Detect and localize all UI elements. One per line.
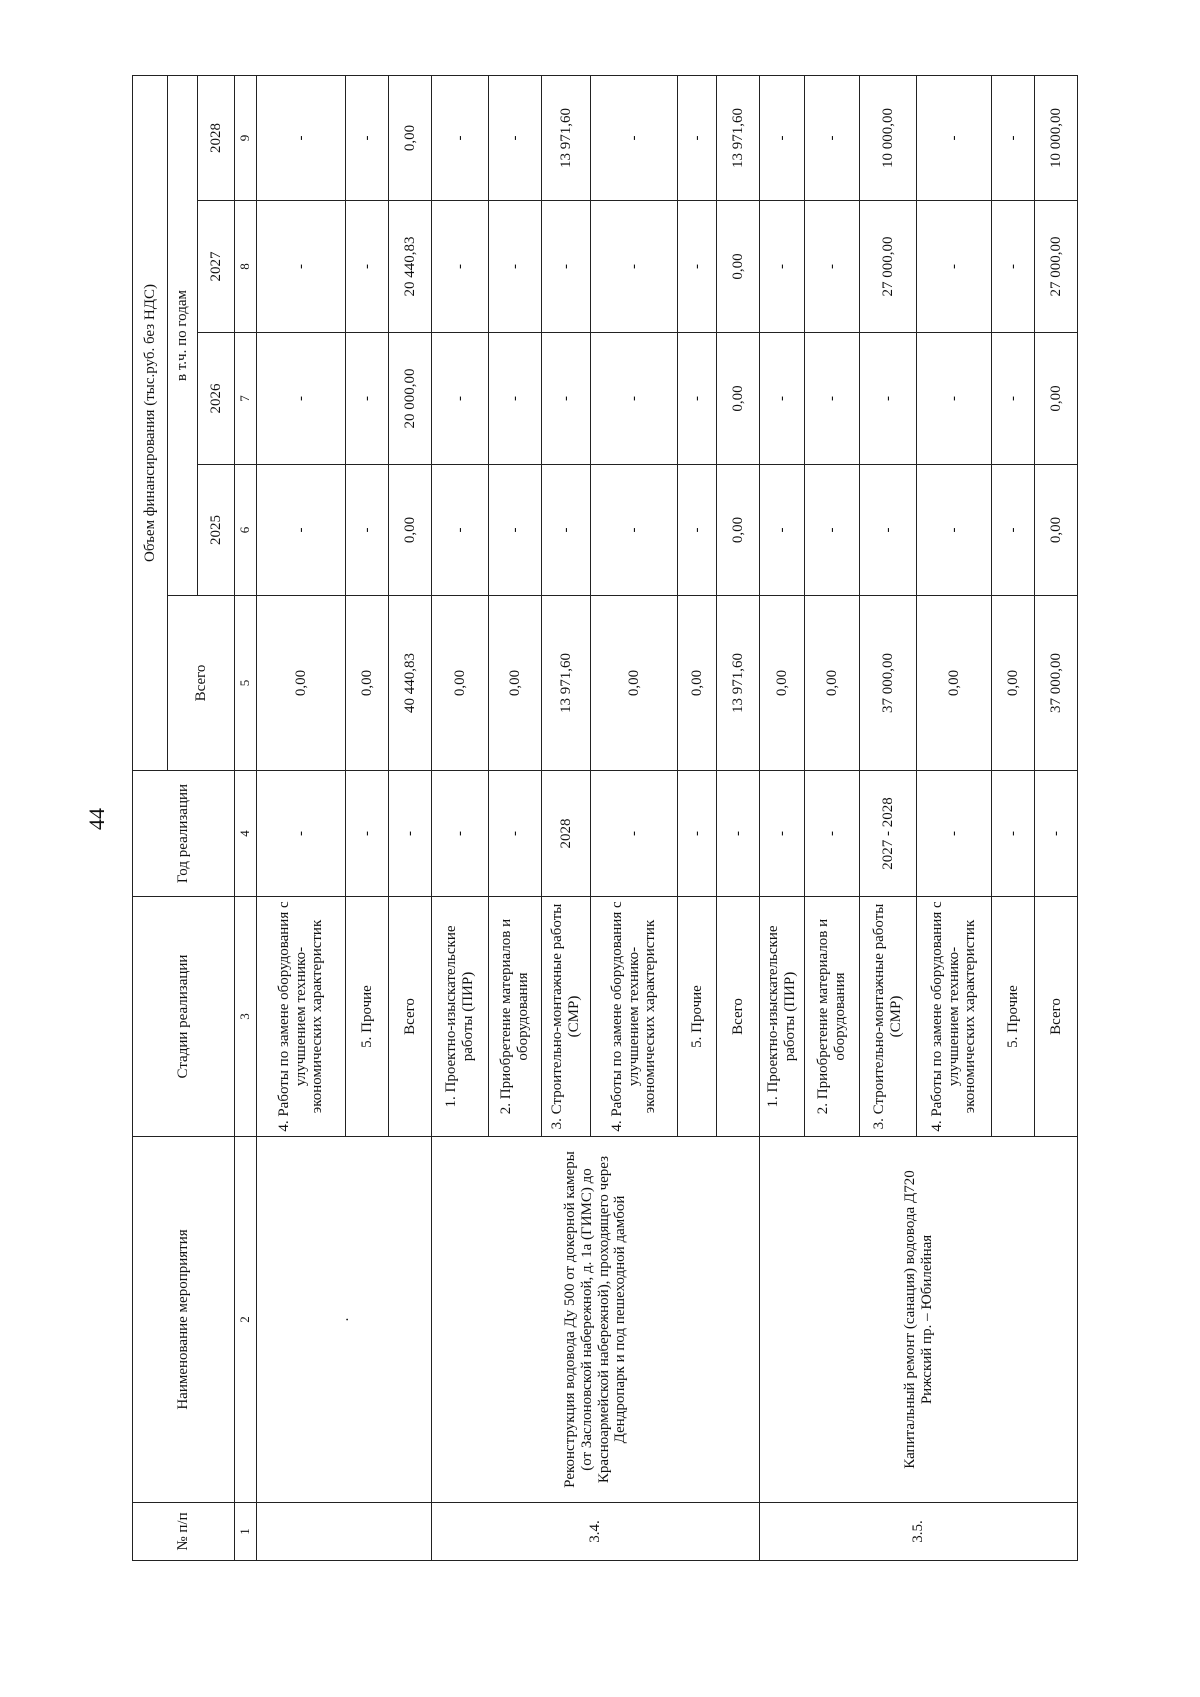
column-number: 8 <box>235 201 257 333</box>
header-year-2025: 2025 <box>198 465 235 596</box>
table-row <box>760 75 805 1560</box>
y2025-cell: - <box>917 465 992 596</box>
y2028-cell: - <box>257 75 346 200</box>
total-cell: 37 000,00 <box>860 596 917 771</box>
year-cell: - <box>760 771 805 897</box>
year-cell: - <box>717 771 760 897</box>
y2027-cell: - <box>760 201 805 333</box>
column-number: 4 <box>235 771 257 897</box>
column-number: 7 <box>235 333 257 465</box>
stage-cell: 2. Приобретение материалов и оборудования <box>805 897 860 1137</box>
y2028-cell: 13 971,60 <box>542 75 591 200</box>
total-cell: 0,00 <box>760 596 805 771</box>
header-year: Год реализации <box>133 771 235 897</box>
table-row <box>432 75 489 1560</box>
y2028-cell: - <box>432 75 489 200</box>
y2026-cell: - <box>257 333 346 465</box>
year-cell: - <box>489 771 542 897</box>
year-cell: - <box>591 771 678 897</box>
total-cell: 0,00 <box>489 596 542 771</box>
y2028-cell: - <box>917 75 992 200</box>
stage-cell: Всего <box>717 897 760 1137</box>
y2025-cell: - <box>760 465 805 596</box>
y2025-cell: - <box>346 465 389 596</box>
y2027-cell: - <box>432 201 489 333</box>
y2025-cell: - <box>257 465 346 596</box>
stage-cell: 1. Проектно-изыскательские работы (ПИР) <box>432 897 489 1137</box>
year-cell: 2027 - 2028 <box>860 771 917 897</box>
measure-name: Реконструкция водовода Ду 500 от докерной камеры (от Заслоновской набережной, д. 1а (ГИМС) до Красноармейской набережной), проходящего через Дендропарк и под пешеходной дамбой <box>432 1137 760 1503</box>
stage-cell: 5. Прочие <box>678 897 717 1137</box>
stage-cell: 4. Работы по замене оборудования с улучшением технико-экономических характеристик <box>917 897 992 1137</box>
year-cell: - <box>257 771 346 897</box>
header-funding: Объем финансирования (тыс.руб. без НДС) <box>133 75 168 770</box>
year-cell: - <box>346 771 389 897</box>
total-cell: 0,00 <box>992 596 1035 771</box>
year-cell: - <box>917 771 992 897</box>
y2026-cell: - <box>346 333 389 465</box>
column-number: 9 <box>235 75 257 200</box>
stage-cell: 5. Прочие <box>346 897 389 1137</box>
stage-cell: Всего <box>389 897 432 1137</box>
page-number: 44 <box>84 808 109 830</box>
y2027-cell: - <box>992 201 1035 333</box>
year-cell: - <box>1035 771 1078 897</box>
y2028-cell: - <box>805 75 860 200</box>
y2026-cell: - <box>992 333 1035 465</box>
total-cell: 0,00 <box>257 596 346 771</box>
total-cell: 13 971,60 <box>542 596 591 771</box>
total-cell: 37 000,00 <box>1035 596 1078 771</box>
y2027-cell: - <box>257 201 346 333</box>
column-number: 3 <box>235 897 257 1137</box>
y2025-cell: - <box>805 465 860 596</box>
column-number: 6 <box>235 465 257 596</box>
total-cell: 13 971,60 <box>717 596 760 771</box>
y2025-cell: - <box>591 465 678 596</box>
total-cell: 0,00 <box>591 596 678 771</box>
y2027-cell: 0,00 <box>717 201 760 333</box>
y2027-cell: 20 440,83 <box>389 201 432 333</box>
y2027-cell: - <box>678 201 717 333</box>
total-cell: 0,00 <box>917 596 992 771</box>
total-cell: 0,00 <box>805 596 860 771</box>
y2025-cell: - <box>860 465 917 596</box>
y2025-cell: - <box>432 465 489 596</box>
stage-cell: 3. Строительно-монтажные работы (СМР) <box>542 897 591 1137</box>
y2028-cell: - <box>760 75 805 200</box>
measure-name: . <box>257 1137 432 1503</box>
y2026-cell: - <box>760 333 805 465</box>
y2027-cell: - <box>489 201 542 333</box>
row-number <box>257 1503 432 1561</box>
y2025-cell: - <box>542 465 591 596</box>
y2028-cell: - <box>489 75 542 200</box>
year-cell: - <box>805 771 860 897</box>
y2027-cell: 27 000,00 <box>1035 201 1078 333</box>
y2026-cell: 20 000,00 <box>389 333 432 465</box>
year-cell: - <box>992 771 1035 897</box>
y2026-cell: - <box>678 333 717 465</box>
y2027-cell: - <box>542 201 591 333</box>
y2026-cell: - <box>542 333 591 465</box>
row-number: 3.5. <box>760 1503 1078 1561</box>
y2026-cell: 0,00 <box>1035 333 1078 465</box>
y2027-cell: 27 000,00 <box>860 201 917 333</box>
y2025-cell: 0,00 <box>717 465 760 596</box>
funding-table <box>132 75 1078 1561</box>
y2026-cell: - <box>489 333 542 465</box>
header-year-2028: 2028 <box>198 75 235 200</box>
stage-cell: 1. Проектно-изыскательские работы (ПИР) <box>760 897 805 1137</box>
y2028-cell: 10 000,00 <box>1035 75 1078 200</box>
y2028-cell: - <box>591 75 678 200</box>
total-cell: 40 440,83 <box>389 596 432 771</box>
y2028-cell: 13 971,60 <box>717 75 760 200</box>
y2026-cell: - <box>432 333 489 465</box>
stage-cell: 5. Прочие <box>992 897 1035 1137</box>
header-by-year: в т.ч. по годам <box>168 75 198 595</box>
y2025-cell: - <box>992 465 1035 596</box>
header-num: № п/п <box>133 1503 235 1561</box>
year-cell: - <box>678 771 717 897</box>
year-cell: - <box>432 771 489 897</box>
header-name: Наименование мероприятия <box>133 1137 235 1503</box>
y2025-cell: - <box>489 465 542 596</box>
y2026-cell: - <box>860 333 917 465</box>
y2028-cell: 10 000,00 <box>860 75 917 200</box>
rotated-table-wrapper <box>132 76 1100 1561</box>
column-number: 1 <box>235 1503 257 1561</box>
year-cell: - <box>389 771 432 897</box>
column-number: 5 <box>235 596 257 771</box>
y2026-cell: - <box>805 333 860 465</box>
row-number: 3.4. <box>432 1503 760 1561</box>
header-stage: Стадии реализации <box>133 897 235 1137</box>
y2027-cell: - <box>346 201 389 333</box>
y2025-cell: 0,00 <box>1035 465 1078 596</box>
y2026-cell: - <box>917 333 992 465</box>
header-year-2027: 2027 <box>198 201 235 333</box>
y2026-cell: 0,00 <box>717 333 760 465</box>
table-row <box>257 75 346 1560</box>
y2025-cell: 0,00 <box>389 465 432 596</box>
y2025-cell: - <box>678 465 717 596</box>
year-cell: 2028 <box>542 771 591 897</box>
stage-cell: 4. Работы по замене оборудования с улучшением технико-экономических характеристик <box>591 897 678 1137</box>
y2027-cell: - <box>917 201 992 333</box>
measure-name: Капитальный ремонт (санация) водовода Д720 Рижский пр. – Юбилейная <box>760 1137 1078 1503</box>
y2026-cell: - <box>591 333 678 465</box>
y2028-cell: - <box>678 75 717 200</box>
stage-cell: Всего <box>1035 897 1078 1137</box>
header-total: Всего <box>168 596 235 771</box>
y2027-cell: - <box>591 201 678 333</box>
total-cell: 0,00 <box>678 596 717 771</box>
header-year-2026: 2026 <box>198 333 235 465</box>
y2027-cell: - <box>805 201 860 333</box>
y2028-cell: 0,00 <box>389 75 432 200</box>
y2028-cell: - <box>992 75 1035 200</box>
column-number: 2 <box>235 1137 257 1503</box>
stage-cell: 3. Строительно-монтажные работы (СМР) <box>860 897 917 1137</box>
y2028-cell: - <box>346 75 389 200</box>
stage-cell: 2. Приобретение материалов и оборудования <box>489 897 542 1137</box>
total-cell: 0,00 <box>346 596 389 771</box>
stage-cell: 4. Работы по замене оборудования с улучшением технико-экономических характеристик <box>257 897 346 1137</box>
total-cell: 0,00 <box>432 596 489 771</box>
